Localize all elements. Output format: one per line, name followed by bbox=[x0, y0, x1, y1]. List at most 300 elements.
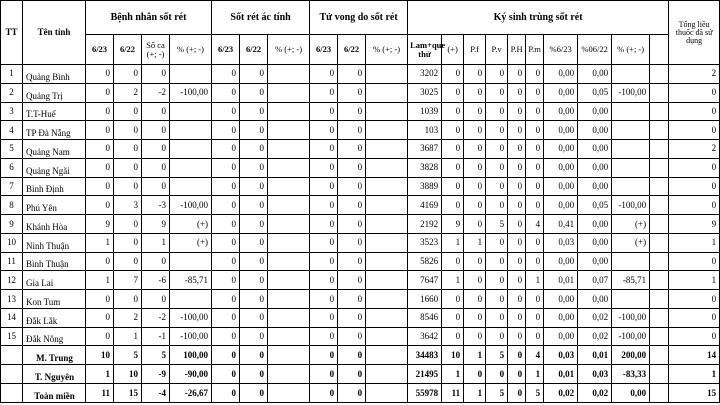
cell-patients-change: 0 bbox=[142, 65, 170, 84]
cell-patients-change: -2 bbox=[142, 83, 170, 102]
cell-severe-6-23: 0 bbox=[212, 290, 240, 309]
cell-rate-6-22: 0,00 bbox=[578, 215, 612, 234]
cell-patients-change: 9 bbox=[142, 215, 170, 234]
cell-tt: 3 bbox=[1, 102, 23, 121]
cell-deaths-6-23: 0 bbox=[310, 233, 338, 252]
cell-severe-6-22: 0 bbox=[240, 365, 268, 384]
cell-rate-6-22: 0,00 bbox=[578, 102, 612, 121]
cell-pm: 0 bbox=[526, 158, 544, 177]
cell-rate-6-22: 0,02 bbox=[578, 327, 612, 346]
cell-pm: 0 bbox=[526, 121, 544, 140]
cell-province: Quảng Bình bbox=[23, 65, 86, 84]
cell-rate-6-23: 0,00 bbox=[544, 196, 578, 215]
cell-patients-6-22: 7 bbox=[114, 271, 142, 290]
cell-pf: 0 bbox=[464, 158, 486, 177]
cell-rate-6-22: 0,03 bbox=[578, 365, 612, 384]
cell-severe-6-23: 0 bbox=[212, 102, 240, 121]
cell-severe-pct bbox=[268, 327, 310, 346]
cell-province: Quảng Ngãi bbox=[23, 158, 86, 177]
cell-patients-6-22: 0 bbox=[114, 252, 142, 271]
cell-parasite-change bbox=[612, 177, 650, 196]
cell-slides: 7647 bbox=[408, 271, 442, 290]
cell-patients-pct bbox=[170, 177, 212, 196]
cell-patients-6-23: 0 bbox=[86, 140, 114, 159]
cell-drugs: 0 bbox=[669, 83, 720, 102]
cell-patients-change: 5 bbox=[142, 346, 170, 365]
cell-drugs: 1 bbox=[669, 271, 720, 290]
header-tt: TT bbox=[1, 1, 23, 65]
cell-gap bbox=[650, 102, 669, 121]
table-row bbox=[1, 158, 720, 177]
cell-deaths-6-23: 0 bbox=[310, 308, 338, 327]
cell-ph: 0 bbox=[508, 327, 526, 346]
cell-rate-6-23: 0,00 bbox=[544, 290, 578, 309]
cell-pv: 5 bbox=[486, 215, 508, 234]
cell-patients-6-23: 1 bbox=[86, 233, 114, 252]
cell-severe-6-22: 0 bbox=[240, 83, 268, 102]
cell-patients-change: 0 bbox=[142, 252, 170, 271]
cell-ph: 0 bbox=[508, 83, 526, 102]
header-s-pct: % (+; -) bbox=[268, 35, 310, 65]
cell-patients-6-23: 11 bbox=[86, 384, 114, 403]
cell-severe-pct bbox=[268, 308, 310, 327]
cell-patients-6-23: 0 bbox=[86, 308, 114, 327]
cell-deaths-6-22: 0 bbox=[338, 346, 366, 365]
cell-deaths-6-23: 0 bbox=[310, 102, 338, 121]
cell-pv: 0 bbox=[486, 308, 508, 327]
cell-tt: 14 bbox=[1, 308, 23, 327]
cell-patients-6-22: 3 bbox=[114, 196, 142, 215]
cell-patients-change: 0 bbox=[142, 290, 170, 309]
cell-rate-6-22: 0,00 bbox=[578, 140, 612, 159]
cell-severe-pct bbox=[268, 102, 310, 121]
cell-slides: 3202 bbox=[408, 65, 442, 84]
cell-positive: 0 bbox=[442, 308, 464, 327]
cell-province: Đắk Nông bbox=[23, 327, 86, 346]
cell-severe-6-23: 0 bbox=[212, 158, 240, 177]
cell-severe-pct bbox=[268, 365, 310, 384]
cell-slides: 4169 bbox=[408, 196, 442, 215]
cell-ph: 0 bbox=[508, 65, 526, 84]
cell-pm: 4 bbox=[526, 346, 544, 365]
cell-pm: 0 bbox=[526, 177, 544, 196]
cell-pf: 1 bbox=[464, 346, 486, 365]
header-province: Tên tỉnh bbox=[23, 1, 86, 65]
cell-rate-6-22: 0,00 bbox=[578, 65, 612, 84]
cell-patients-6-23: 0 bbox=[86, 252, 114, 271]
cell-province: Phú Yên bbox=[23, 196, 86, 215]
summary-row bbox=[1, 346, 720, 365]
cell-pf: 0 bbox=[464, 308, 486, 327]
cell-parasite-change: 200,00 bbox=[612, 346, 650, 365]
cell-severe-6-22: 0 bbox=[240, 177, 268, 196]
cell-ph: 0 bbox=[508, 308, 526, 327]
cell-deaths-6-22: 0 bbox=[338, 384, 366, 403]
cell-province: Đắk Lắk bbox=[23, 308, 86, 327]
cell-drugs: 0 bbox=[669, 177, 720, 196]
cell-gap bbox=[650, 158, 669, 177]
cell-pf: 0 bbox=[464, 83, 486, 102]
header-k-gap bbox=[650, 35, 669, 65]
cell-severe-6-22: 0 bbox=[240, 346, 268, 365]
cell-deaths-pct bbox=[366, 83, 408, 102]
cell-deaths-pct bbox=[366, 177, 408, 196]
cell-gap bbox=[650, 121, 669, 140]
cell-patients-6-22: 0 bbox=[114, 158, 142, 177]
cell-drugs: 0 bbox=[669, 102, 720, 121]
cell-rate-6-23: 0,00 bbox=[544, 65, 578, 84]
cell-patients-change: 0 bbox=[142, 102, 170, 121]
cell-severe-pct bbox=[268, 65, 310, 84]
cell-deaths-pct bbox=[366, 346, 408, 365]
cell-patients-change: -4 bbox=[142, 384, 170, 403]
table-row bbox=[1, 121, 720, 140]
cell-deaths-6-22: 0 bbox=[338, 121, 366, 140]
header-s-6-23: 6/23 bbox=[212, 35, 240, 65]
cell-patients-6-22: 0 bbox=[114, 290, 142, 309]
header-p-6-22: 6/22 bbox=[114, 35, 142, 65]
cell-positive: 0 bbox=[442, 327, 464, 346]
cell-deaths-pct bbox=[366, 384, 408, 403]
cell-rate-6-23: 0,02 bbox=[544, 384, 578, 403]
header-drugs: Tổng liều thuốc đã sử dụng bbox=[669, 1, 720, 65]
cell-province: Bình Định bbox=[23, 177, 86, 196]
cell-severe-pct bbox=[268, 384, 310, 403]
cell-slides: 21495 bbox=[408, 365, 442, 384]
cell-severe-6-23: 0 bbox=[212, 365, 240, 384]
cell-positive: 1 bbox=[442, 365, 464, 384]
cell-deaths-6-22: 0 bbox=[338, 215, 366, 234]
table-row bbox=[1, 102, 720, 121]
cell-rate-6-22: 0,05 bbox=[578, 196, 612, 215]
table-row bbox=[1, 290, 720, 309]
cell-patients-6-22: 10 bbox=[114, 365, 142, 384]
cell-gap bbox=[650, 384, 669, 403]
cell-gap bbox=[650, 177, 669, 196]
header-p-6-23: 6/23 bbox=[86, 35, 114, 65]
header-group-patients: Bệnh nhân sốt rét bbox=[86, 1, 212, 35]
cell-patients-change: 0 bbox=[142, 140, 170, 159]
table-row bbox=[1, 140, 720, 159]
header-d-6-23: 6/23 bbox=[310, 35, 338, 65]
cell-gap bbox=[650, 271, 669, 290]
cell-severe-pct bbox=[268, 83, 310, 102]
header-k-ph: P.H bbox=[508, 35, 526, 65]
table-body bbox=[1, 65, 720, 403]
cell-severe-6-22: 0 bbox=[240, 252, 268, 271]
cell-rate-6-23: 0,00 bbox=[544, 327, 578, 346]
cell-parasite-change: (+) bbox=[612, 233, 650, 252]
cell-patients-6-22: 1 bbox=[114, 327, 142, 346]
cell-slides: 103 bbox=[408, 121, 442, 140]
header-group-severe: Sốt rét ác tính bbox=[212, 1, 310, 35]
cell-gap bbox=[650, 252, 669, 271]
cell-drugs: 0 bbox=[669, 290, 720, 309]
cell-pv: 0 bbox=[486, 365, 508, 384]
cell-deaths-6-22: 0 bbox=[338, 83, 366, 102]
cell-deaths-6-23: 0 bbox=[310, 196, 338, 215]
cell-parasite-change bbox=[612, 65, 650, 84]
cell-severe-6-23: 0 bbox=[212, 384, 240, 403]
cell-patients-6-23: 0 bbox=[86, 196, 114, 215]
cell-pf: 0 bbox=[464, 290, 486, 309]
cell-pf: 0 bbox=[464, 65, 486, 84]
cell-parasite-change: -85,71 bbox=[612, 271, 650, 290]
cell-patients-pct: -90,00 bbox=[170, 365, 212, 384]
cell-ph: 0 bbox=[508, 233, 526, 252]
cell-pv: 0 bbox=[486, 196, 508, 215]
cell-pv: 0 bbox=[486, 158, 508, 177]
cell-patients-6-22: 0 bbox=[114, 233, 142, 252]
cell-pf: 0 bbox=[464, 327, 486, 346]
cell-deaths-6-22: 0 bbox=[338, 308, 366, 327]
cell-deaths-pct bbox=[366, 233, 408, 252]
cell-pv: 0 bbox=[486, 290, 508, 309]
cell-deaths-pct bbox=[366, 65, 408, 84]
cell-severe-pct bbox=[268, 177, 310, 196]
cell-severe-6-23: 0 bbox=[212, 271, 240, 290]
cell-positive: 0 bbox=[442, 65, 464, 84]
cell-deaths-6-22: 0 bbox=[338, 271, 366, 290]
cell-patients-pct: -26,67 bbox=[170, 384, 212, 403]
cell-positive: 0 bbox=[442, 158, 464, 177]
cell-deaths-pct bbox=[366, 196, 408, 215]
cell-severe-6-22: 0 bbox=[240, 233, 268, 252]
cell-deaths-6-23: 0 bbox=[310, 158, 338, 177]
cell-patients-6-23: 0 bbox=[86, 290, 114, 309]
cell-severe-pct bbox=[268, 252, 310, 271]
cell-tt: 7 bbox=[1, 177, 23, 196]
cell-patients-pct: (+) bbox=[170, 215, 212, 234]
cell-positive: 0 bbox=[442, 121, 464, 140]
cell-tt: 5 bbox=[1, 140, 23, 159]
cell-slides: 55978 bbox=[408, 384, 442, 403]
cell-pm: 0 bbox=[526, 83, 544, 102]
cell-deaths-pct bbox=[366, 308, 408, 327]
cell-pf: 0 bbox=[464, 365, 486, 384]
cell-patients-6-23: 1 bbox=[86, 365, 114, 384]
cell-slides: 3828 bbox=[408, 158, 442, 177]
cell-pv: 0 bbox=[486, 271, 508, 290]
cell-rate-6-23: 0,00 bbox=[544, 102, 578, 121]
summary-row bbox=[1, 384, 720, 403]
cell-patients-pct bbox=[170, 252, 212, 271]
cell-severe-pct bbox=[268, 215, 310, 234]
cell-pv: 0 bbox=[486, 83, 508, 102]
cell-patients-pct bbox=[170, 102, 212, 121]
cell-province: Gia Lai bbox=[23, 271, 86, 290]
cell-deaths-pct bbox=[366, 271, 408, 290]
cell-pm: 0 bbox=[526, 252, 544, 271]
cell-province: T.T-Huế bbox=[23, 102, 86, 121]
cell-patients-6-23: 0 bbox=[86, 121, 114, 140]
cell-drugs: 9 bbox=[669, 215, 720, 234]
cell-severe-6-23: 0 bbox=[212, 327, 240, 346]
cell-slides: 1660 bbox=[408, 290, 442, 309]
cell-patients-change: -9 bbox=[142, 365, 170, 384]
cell-rate-6-22: 0,05 bbox=[578, 83, 612, 102]
cell-slides: 3889 bbox=[408, 177, 442, 196]
table-row bbox=[1, 215, 720, 234]
header-d-pct: % (+; -) bbox=[366, 35, 408, 65]
cell-rate-6-23: 0,41 bbox=[544, 215, 578, 234]
cell-deaths-6-22: 0 bbox=[338, 102, 366, 121]
cell-patients-pct bbox=[170, 121, 212, 140]
cell-severe-6-23: 0 bbox=[212, 196, 240, 215]
cell-gap bbox=[650, 308, 669, 327]
cell-province: TP Đà Nẵng bbox=[23, 121, 86, 140]
cell-gap bbox=[650, 215, 669, 234]
cell-gap bbox=[650, 196, 669, 215]
cell-patients-6-23: 0 bbox=[86, 177, 114, 196]
cell-deaths-6-23: 0 bbox=[310, 177, 338, 196]
cell-patients-pct bbox=[170, 140, 212, 159]
cell-pm: 5 bbox=[526, 384, 544, 403]
cell-gap bbox=[650, 346, 669, 365]
cell-deaths-pct bbox=[366, 327, 408, 346]
cell-severe-6-23: 0 bbox=[212, 83, 240, 102]
cell-gap bbox=[650, 365, 669, 384]
cell-ph: 0 bbox=[508, 121, 526, 140]
cell-patients-pct bbox=[170, 65, 212, 84]
cell-patients-pct: -100,00 bbox=[170, 196, 212, 215]
cell-pv: 0 bbox=[486, 177, 508, 196]
cell-patients-pct: 100,00 bbox=[170, 346, 212, 365]
cell-rate-6-23: 0,00 bbox=[544, 121, 578, 140]
header-d-6-22: 6/22 bbox=[338, 35, 366, 65]
table-row bbox=[1, 327, 720, 346]
cell-rate-6-23: 0,00 bbox=[544, 140, 578, 159]
cell-gap bbox=[650, 140, 669, 159]
cell-deaths-pct bbox=[366, 140, 408, 159]
cell-province: Quảng Trị bbox=[23, 83, 86, 102]
table-row bbox=[1, 196, 720, 215]
cell-tt: 8 bbox=[1, 196, 23, 215]
cell-pm: 0 bbox=[526, 65, 544, 84]
cell-parasite-change bbox=[612, 252, 650, 271]
cell-positive: 0 bbox=[442, 290, 464, 309]
cell-deaths-pct bbox=[366, 252, 408, 271]
cell-slides: 3025 bbox=[408, 83, 442, 102]
cell-drugs: 2 bbox=[669, 140, 720, 159]
cell-pm: 0 bbox=[526, 140, 544, 159]
summary-row bbox=[1, 365, 720, 384]
cell-patients-change: 0 bbox=[142, 121, 170, 140]
cell-parasite-change: -83,33 bbox=[612, 365, 650, 384]
header-k-pv: P.v bbox=[486, 35, 508, 65]
cell-patients-6-22: 0 bbox=[114, 140, 142, 159]
cell-pf: 0 bbox=[464, 252, 486, 271]
cell-patients-change: -6 bbox=[142, 271, 170, 290]
cell-deaths-6-23: 0 bbox=[310, 252, 338, 271]
cell-gap bbox=[650, 83, 669, 102]
cell-pm: 1 bbox=[526, 271, 544, 290]
cell-rate-6-22: 0,01 bbox=[578, 346, 612, 365]
cell-severe-6-22: 0 bbox=[240, 271, 268, 290]
header-k-pos: (+) bbox=[442, 35, 464, 65]
cell-severe-6-22: 0 bbox=[240, 158, 268, 177]
cell-severe-6-23: 0 bbox=[212, 346, 240, 365]
cell-tt: 2 bbox=[1, 83, 23, 102]
cell-pm: 0 bbox=[526, 327, 544, 346]
cell-severe-6-22: 0 bbox=[240, 384, 268, 403]
cell-severe-6-22: 0 bbox=[240, 327, 268, 346]
cell-severe-pct bbox=[268, 121, 310, 140]
header-k-change: % (+; -) bbox=[612, 35, 650, 65]
cell-parasite-change bbox=[612, 290, 650, 309]
cell-severe-pct bbox=[268, 233, 310, 252]
cell-patients-6-23: 0 bbox=[86, 327, 114, 346]
cell-deaths-6-22: 0 bbox=[338, 140, 366, 159]
cell-rate-6-22: 0,00 bbox=[578, 233, 612, 252]
cell-severe-pct bbox=[268, 158, 310, 177]
cell-deaths-pct bbox=[366, 121, 408, 140]
cell-province: Bình Thuận bbox=[23, 252, 86, 271]
cell-patients-6-23: 9 bbox=[86, 215, 114, 234]
cell-tt: 6 bbox=[1, 158, 23, 177]
cell-deaths-6-23: 0 bbox=[310, 327, 338, 346]
cell-tt: 1 bbox=[1, 65, 23, 84]
cell-severe-6-22: 0 bbox=[240, 215, 268, 234]
header-p-change: Số ca (+; -) bbox=[142, 35, 170, 65]
cell-slides: 34483 bbox=[408, 346, 442, 365]
cell-tt: 11 bbox=[1, 252, 23, 271]
cell-pf: 0 bbox=[464, 121, 486, 140]
cell-province: Ninh Thuận bbox=[23, 233, 86, 252]
cell-patients-pct bbox=[170, 290, 212, 309]
cell-tt: 12 bbox=[1, 271, 23, 290]
cell-rate-6-23: 0,03 bbox=[544, 233, 578, 252]
cell-patients-change: 0 bbox=[142, 158, 170, 177]
cell-slides: 3687 bbox=[408, 140, 442, 159]
cell-positive: 1 bbox=[442, 233, 464, 252]
cell-pm: 4 bbox=[526, 215, 544, 234]
cell-drugs: 0 bbox=[669, 327, 720, 346]
cell-deaths-6-23: 0 bbox=[310, 83, 338, 102]
cell-positive: 1 bbox=[442, 271, 464, 290]
table-row bbox=[1, 177, 720, 196]
cell-ph: 0 bbox=[508, 196, 526, 215]
cell-deaths-6-22: 0 bbox=[338, 252, 366, 271]
cell-severe-6-22: 0 bbox=[240, 290, 268, 309]
table-row bbox=[1, 252, 720, 271]
cell-deaths-pct bbox=[366, 158, 408, 177]
cell-slides: 3642 bbox=[408, 327, 442, 346]
cell-patients-6-22: 0 bbox=[114, 215, 142, 234]
cell-patients-6-23: 0 bbox=[86, 158, 114, 177]
cell-deaths-6-23: 0 bbox=[310, 290, 338, 309]
cell-ph: 0 bbox=[508, 102, 526, 121]
cell-positive: 0 bbox=[442, 140, 464, 159]
cell-pm: 0 bbox=[526, 290, 544, 309]
cell-drugs: 1 bbox=[669, 233, 720, 252]
cell-tt: 10 bbox=[1, 233, 23, 252]
cell-patients-pct: -85,71 bbox=[170, 271, 212, 290]
header-group-deaths: Tử vong do sốt rét bbox=[310, 1, 408, 35]
cell-drugs: 0 bbox=[669, 121, 720, 140]
cell-deaths-6-22: 0 bbox=[338, 196, 366, 215]
cell-parasite-change bbox=[612, 158, 650, 177]
cell-province: M. Trung bbox=[23, 346, 86, 365]
cell-drugs: 1 bbox=[669, 365, 720, 384]
cell-patients-change: 1 bbox=[142, 233, 170, 252]
cell-rate-6-22: 0,00 bbox=[578, 177, 612, 196]
cell-deaths-6-23: 0 bbox=[310, 140, 338, 159]
cell-slides: 8546 bbox=[408, 308, 442, 327]
cell-province: Kon Tum bbox=[23, 290, 86, 309]
cell-severe-6-23: 0 bbox=[212, 65, 240, 84]
cell-gap bbox=[650, 65, 669, 84]
